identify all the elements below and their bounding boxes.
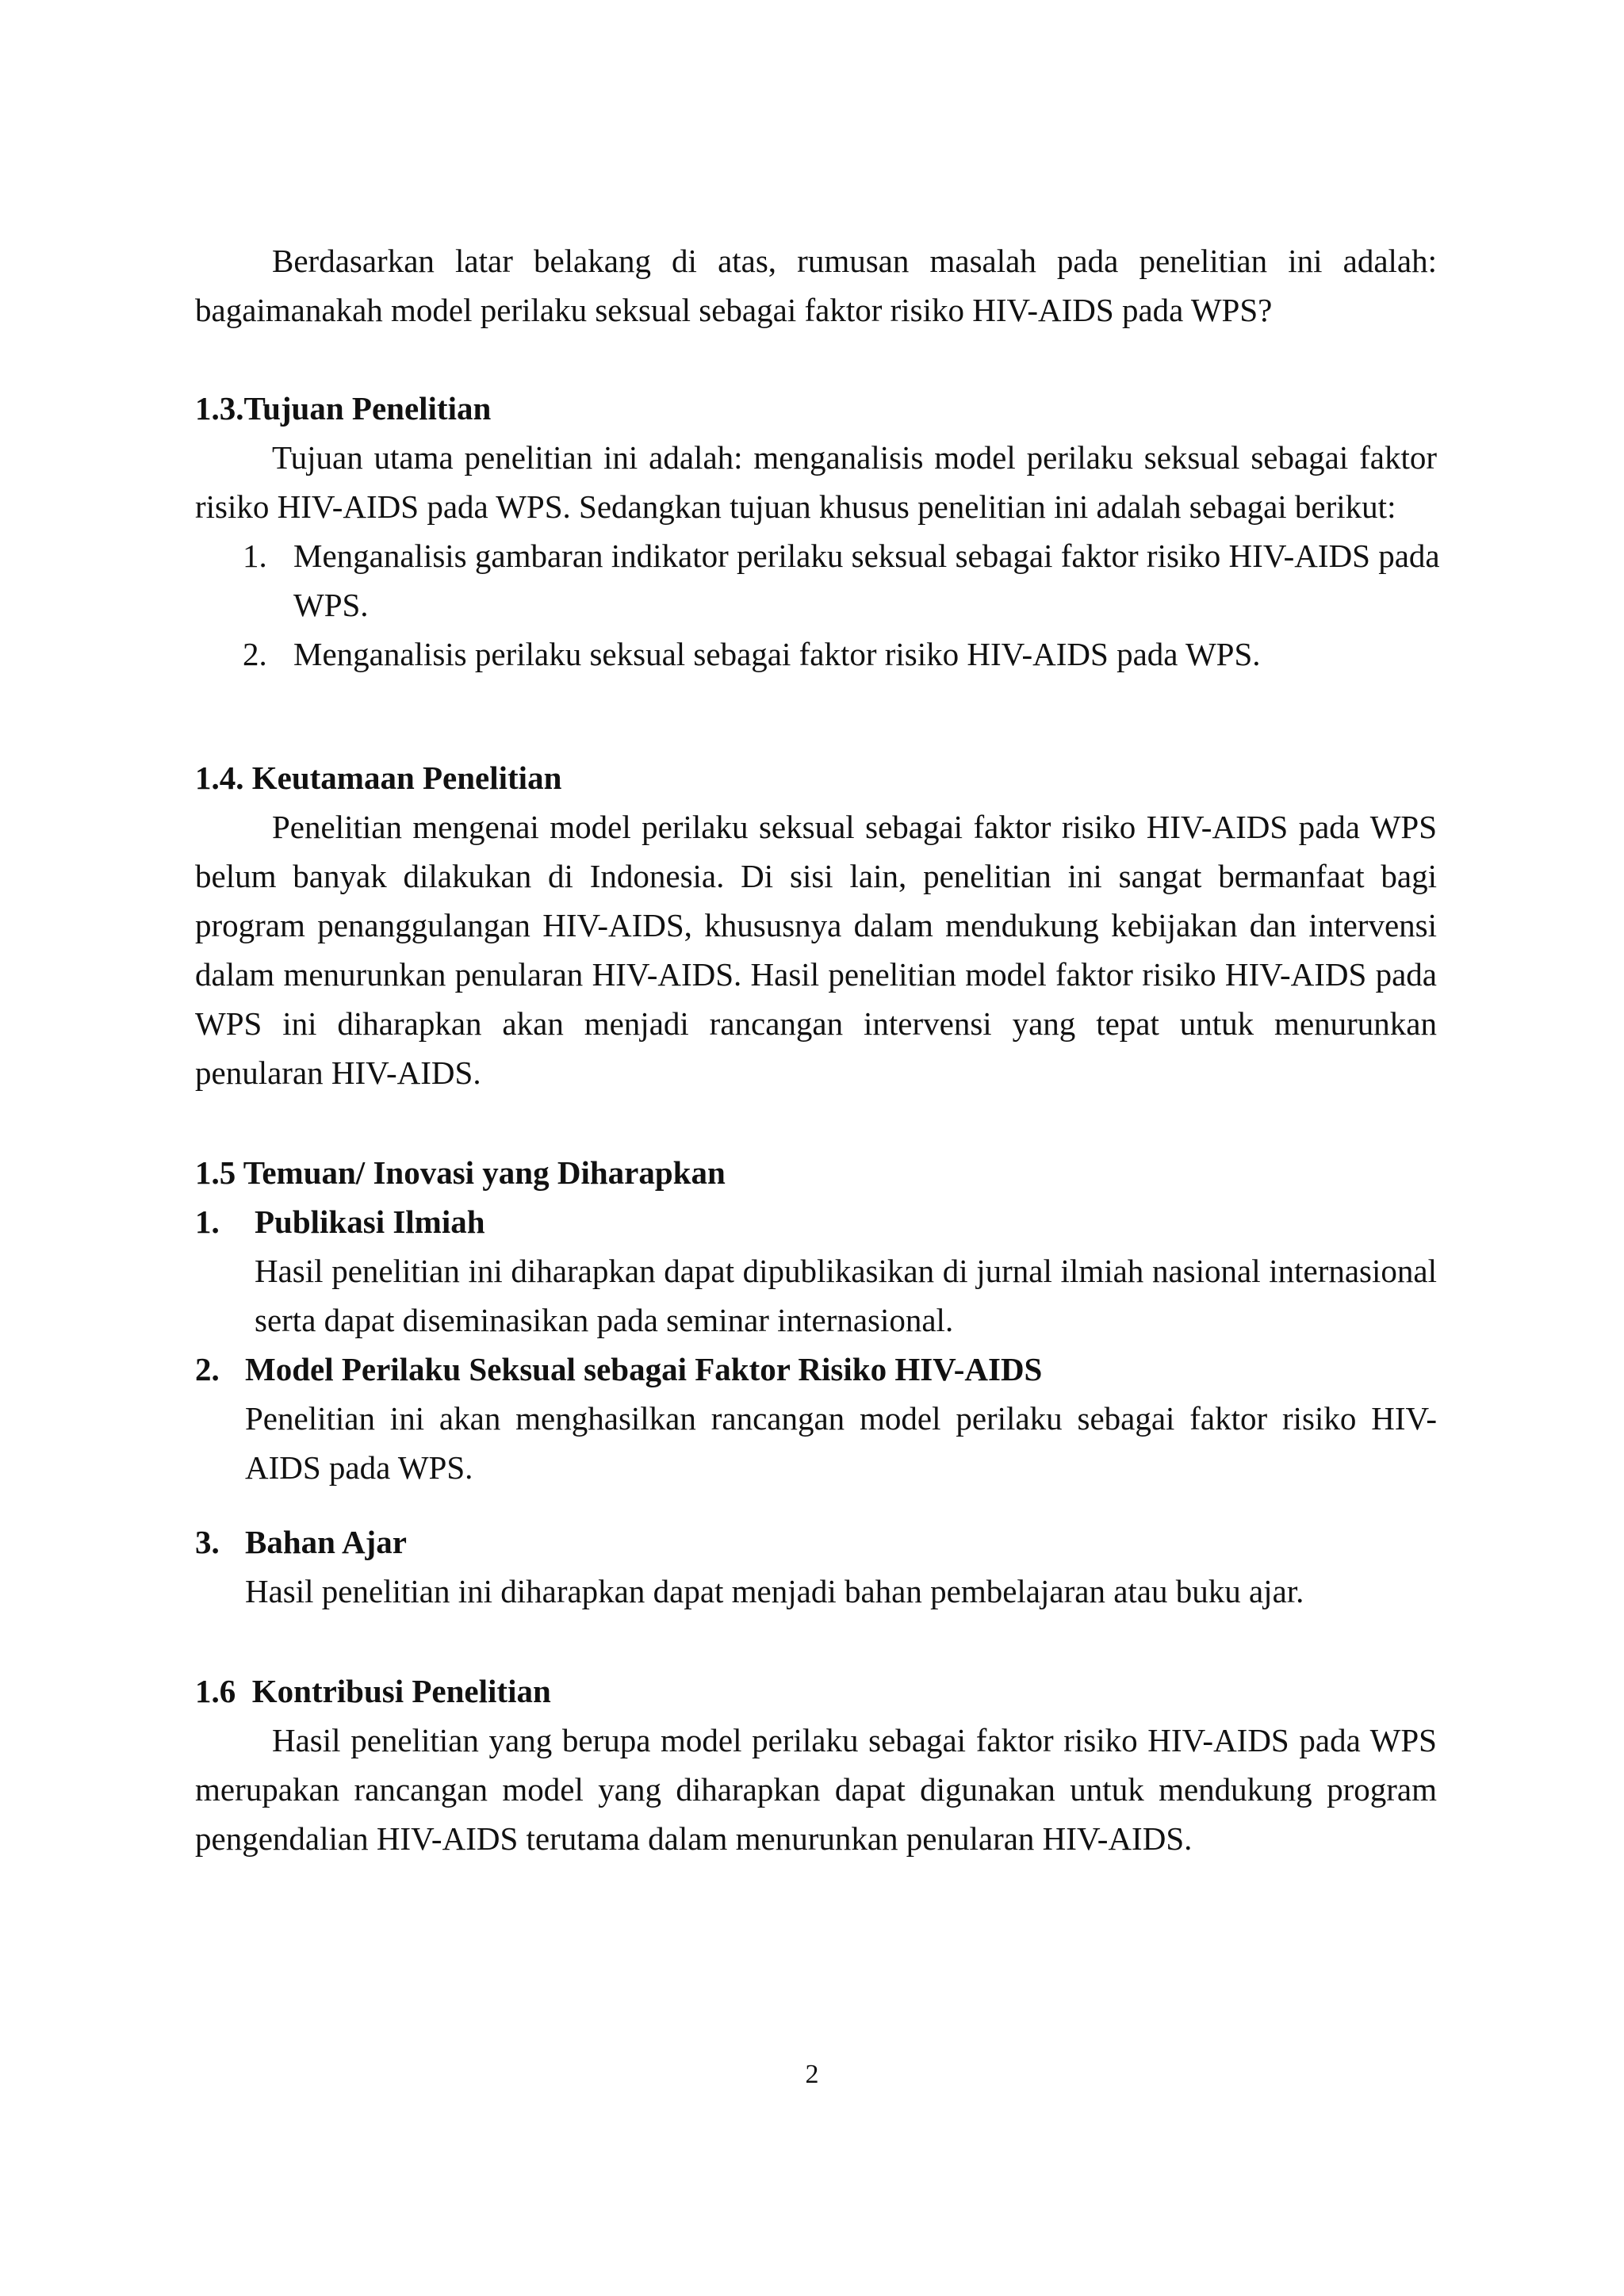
s14-line-4: dalam menurunkan penularan HIV-AIDS. Hasil penelitian model faktor risiko HIV-AIDS pada — [195, 956, 1437, 993]
list-item-line-1: Hasil penelitian ini diharapkan dapat dipublikasikan di jurnal ilmiah nasional internasional — [255, 1253, 1437, 1289]
s15-item-1-body — [255, 1246, 1437, 1345]
list-item-line-1: Penelitian ini akan menghasilkan rancangan model perilaku sebagai faktor risiko HIV- — [245, 1400, 1437, 1437]
s16-line-3: pengendalian HIV-AIDS terutama dalam menurunkan penularan HIV-AIDS. — [195, 1820, 1193, 1857]
list-item-title: Publikasi Ilmiah — [255, 1203, 485, 1240]
s14-line-3: program penanggulangan HIV-AIDS, khususnya dalam mendukung kebijakan dan intervensi — [195, 907, 1437, 943]
s15-item-2-title — [195, 1345, 1437, 1394]
s13-para-line-2: risiko HIV-AIDS pada WPS. Sedangkan tujuan khusus penelitian ini adalah sebagai berikut: — [195, 488, 1396, 525]
list-number: 1. — [243, 538, 267, 574]
s16-line-2: merupakan rancangan model yang diharapkan dapat digunakan untuk mendukung program — [195, 1771, 1437, 1808]
s16-line-1: Hasil penelitian yang berupa model perilaku sebagai faktor risiko HIV-AIDS pada WPS — [272, 1722, 1437, 1758]
list-number: 2. — [243, 636, 267, 672]
section-heading-1-5: 1.5 Temuan/ Inovasi yang Diharapkan — [195, 1154, 726, 1191]
s13-para-line-1: Tujuan utama penelitian ini adalah: menganalisis model perilaku seksual sebagai faktor — [272, 439, 1437, 476]
list-number: 2. — [195, 1351, 220, 1387]
section-heading-1-3: 1.3.Tujuan Penelitian — [195, 390, 492, 427]
section-heading-1-4: 1.4. Keutamaan Penelitian — [195, 760, 562, 796]
section-1-6-paragraph — [195, 1716, 1437, 1863]
intro-paragraph — [195, 236, 1437, 335]
s13-list-item-1 — [243, 531, 1440, 629]
s15-item-3-title — [195, 1517, 1437, 1567]
list-item-line-2: serta dapat diseminasikan pada seminar internasional. — [255, 1302, 954, 1338]
list-item-line-1: Menganalisis perilaku seksual sebagai faktor risiko HIV-AIDS pada WPS. — [293, 636, 1261, 672]
section-1-4-paragraph — [195, 802, 1437, 1097]
list-item-line-2: WPS. — [293, 587, 369, 623]
page-number: 2 — [805, 2060, 819, 2089]
list-number: 3. — [195, 1524, 220, 1560]
intro-line-1: Berdasarkan latar belakang di atas, rumusan masalah pada penelitian ini adalah: — [272, 243, 1437, 279]
s14-line-2: belum banyak dilakukan di Indonesia. Di sisi lain, penelitian ini sangat bermanfaat bagi — [195, 858, 1437, 894]
list-item-line-2: AIDS pada WPS. — [245, 1449, 473, 1486]
s14-line-6: penularan HIV-AIDS. — [195, 1054, 481, 1091]
list-item-title: Model Perilaku Seksual sebagai Faktor Risiko HIV-AIDS — [245, 1351, 1043, 1387]
s14-line-5: WPS ini diharapkan akan menjadi rancangan intervensi yang tepat untuk menurunkan — [195, 1005, 1437, 1042]
s13-list-item-2 — [243, 629, 1437, 679]
s14-line-1: Penelitian mengenai model perilaku seksual sebagai faktor risiko HIV-AIDS pada WPS — [272, 809, 1437, 845]
list-item-line-1: Menganalisis gambaran indikator perilaku seksual sebagai faktor risiko HIV-AIDS pada — [293, 538, 1440, 574]
s15-item-1-title — [195, 1197, 1437, 1246]
s15-item-3-body — [245, 1567, 1437, 1616]
section-heading-1-6: 1.6 Kontribusi Penelitian — [195, 1673, 551, 1709]
list-item-line-1: Hasil penelitian ini diharapkan dapat menjadi bahan pembelajaran atau buku ajar. — [245, 1573, 1304, 1609]
section-1-3-paragraph — [195, 433, 1437, 531]
list-item-title: Bahan Ajar — [245, 1524, 407, 1560]
intro-line-2: bagaimanakah model perilaku seksual sebagai faktor risiko HIV-AIDS pada WPS? — [195, 292, 1273, 328]
s15-item-2-body — [245, 1394, 1437, 1492]
list-number: 1. — [195, 1203, 220, 1240]
